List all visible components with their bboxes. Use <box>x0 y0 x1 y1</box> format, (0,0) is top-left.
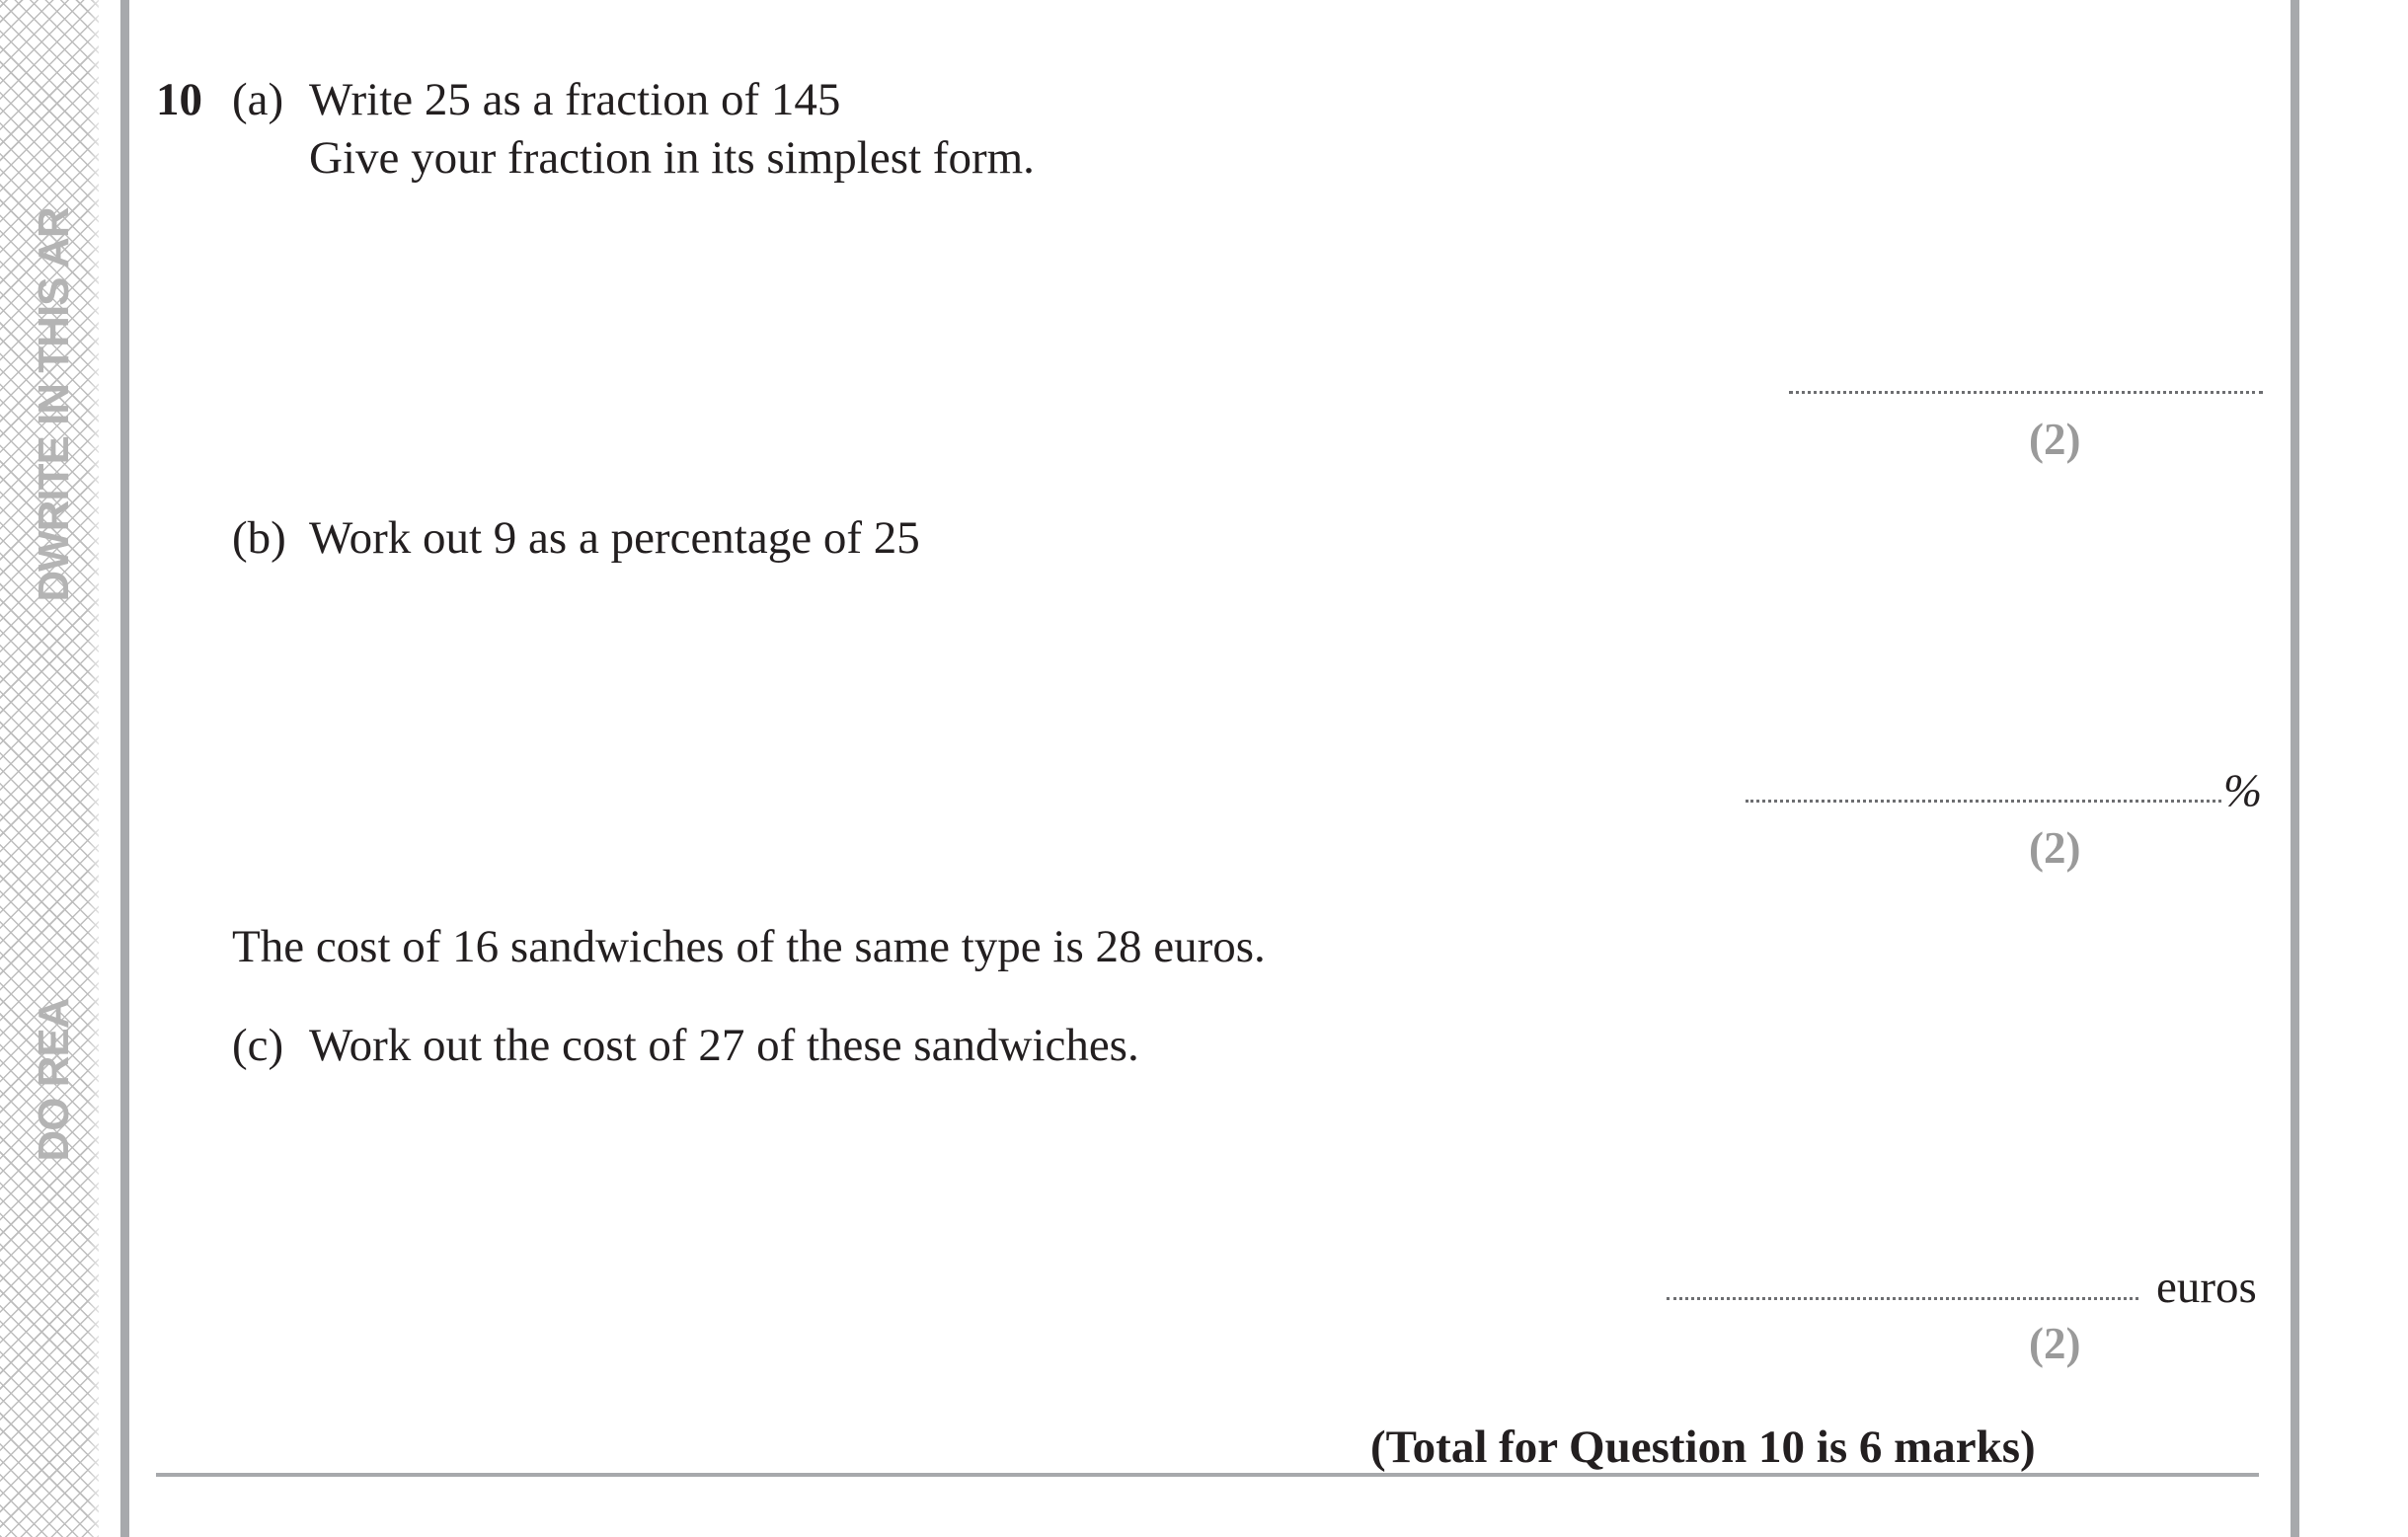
part-b-answer-line[interactable] <box>1746 800 2221 803</box>
part-a-instruction: Give your fraction in its simplest form. <box>309 132 1035 184</box>
question-end-rule <box>156 1473 2259 1477</box>
part-c-stem: The cost of 16 sandwiches of the same type is 28 euros. <box>232 921 1266 972</box>
part-b-question: Work out 9 as a percentage of 25 <box>309 512 920 564</box>
question-number: 10 <box>156 74 202 125</box>
question-total: (Total for Question 10 is 6 marks) <box>1370 1422 2036 1473</box>
part-b-marks: (2) <box>2029 823 2081 873</box>
margin-warning-upper: DWRITE IN THIS AR <box>30 207 78 602</box>
part-c-question: Work out the cost of 27 of these sandwiches. <box>309 1020 1139 1071</box>
page-border-right <box>2291 0 2299 1537</box>
do-not-write-margin <box>0 0 99 1537</box>
part-c-label: (c) <box>232 1020 284 1071</box>
part-c-marks: (2) <box>2029 1319 2081 1368</box>
part-a-label: (a) <box>232 74 284 125</box>
euros-unit: euros <box>2156 1262 2257 1313</box>
page-border-left <box>120 0 129 1537</box>
percent-unit: % <box>2223 765 2263 816</box>
part-a-answer-line[interactable] <box>1789 391 2263 394</box>
part-a-marks: (2) <box>2029 415 2081 464</box>
part-c-answer-line[interactable] <box>1667 1297 2138 1300</box>
part-b-label: (b) <box>232 512 286 564</box>
part-a-question: Write 25 as a fraction of 145 <box>309 74 841 125</box>
margin-warning-lower: DO REA <box>30 998 78 1162</box>
